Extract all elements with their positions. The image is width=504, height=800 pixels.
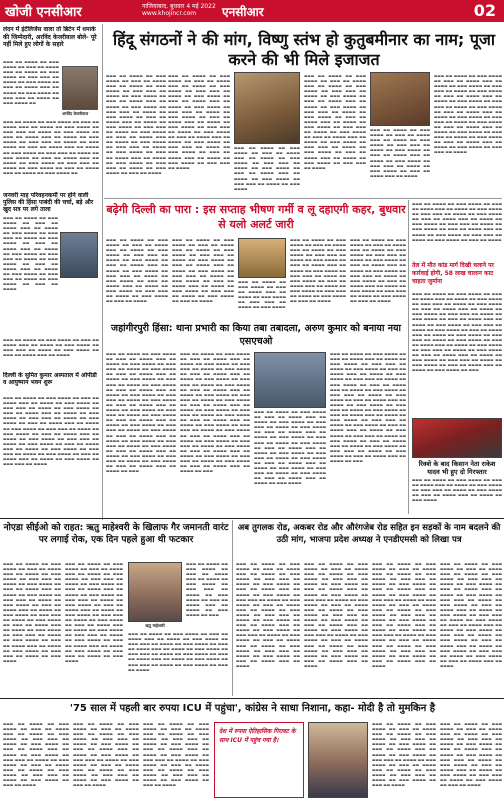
bus-photo — [412, 418, 502, 458]
weather-headline: बढ़ेगी दिल्ली का पारा : इस सप्ताह भीषण गर्मी व लू दहाएगी कहर, बुधवार से यलो अलर्ट जारी — [106, 203, 406, 231]
bottom-col-1: ▬▬▬ ▬▬ ▬▬▬▬ ▬▬ ▬▬▬ ▬▬▬▬ ▬▬ ▬▬▬ ▬▬ ▬▬▬▬ ▬▬▬ ▬▬ ▬▬▬▬ ▬▬ ▬▬▬ ▬▬▬▬ ▬▬ ▬▬▬ ▬▬▬ ▬▬ ▬▬▬▬ ▬▬ ▬▬▬ ▬▬▬▬ ▬▬ ▬▬▬ ▬▬ ▬▬▬▬ ▬▬▬ ▬▬ ▬▬▬▬ ▬▬ ▬▬▬ ▬▬▬▬ ▬▬ ▬▬▬ ▬▬▬ ▬▬ ▬▬▬▬ ▬▬ ▬▬▬ ▬▬▬▬ ▬▬ ▬▬▬ ▬▬ ▬▬▬▬ ▬▬▬ ▬▬ ▬▬▬▬ ▬▬ ▬▬▬ ▬▬▬▬ ▬▬ ▬▬▬ ▬▬▬ ▬▬ ▬▬▬▬ ▬▬ ▬▬▬ ▬▬▬▬ ▬▬ ▬▬▬ ▬▬ ▬▬▬▬ — [3, 722, 69, 788]
weather-col-4: ▬▬▬ ▬▬ ▬▬▬▬ ▬▬ ▬▬▬ ▬▬▬▬ ▬▬ ▬▬▬ ▬▬ ▬▬▬▬ ▬▬▬ ▬▬ ▬▬▬▬ ▬▬ ▬▬▬ ▬▬▬▬ ▬▬ ▬▬▬ ▬▬▬ ▬▬ ▬▬▬▬ ▬▬ ▬▬▬ ▬▬▬▬ ▬▬ ▬▬▬ ▬▬ ▬▬▬▬ ▬▬▬ ▬▬ ▬▬▬▬ ▬▬ ▬▬▬ ▬▬▬▬ ▬▬ ▬▬▬ ▬▬▬ ▬▬ ▬▬▬▬ ▬▬ ▬▬▬ ▬▬▬▬ ▬▬ ▬▬▬ ▬▬ ▬▬▬▬ ▬▬▬ ▬▬ ▬▬▬▬ ▬▬ ▬▬▬ ▬▬▬▬ ▬▬ ▬▬▬ ▬▬▬ ▬▬ ▬▬▬▬ ▬▬ ▬▬▬ ▬▬▬▬ ▬▬ ▬▬▬ ▬▬ ▬▬▬▬ — [290, 238, 346, 304]
noida-col-4: ▬▬▬ ▬▬ ▬▬▬▬ ▬▬ ▬▬▬ ▬▬▬▬ ▬▬ ▬▬▬ ▬▬ ▬▬▬▬ ▬▬▬ ▬▬ ▬▬▬▬ ▬▬ ▬▬▬ ▬▬▬▬ ▬▬ ▬▬▬ ▬▬▬ ▬▬ ▬▬▬▬ ▬▬ ▬▬▬ ▬▬▬▬ ▬▬ ▬▬▬ ▬▬ ▬▬▬▬ ▬▬▬ ▬▬ ▬▬▬▬ ▬▬ ▬▬▬ ▬▬▬▬ ▬▬ ▬▬▬ — [186, 562, 228, 617]
sidebar-body-text: ▬▬▬ ▬▬ ▬▬▬▬ ▬▬ ▬▬▬ ▬▬▬▬ ▬▬ ▬▬▬ ▬▬ ▬▬▬▬ ▬▬▬ ▬▬ ▬▬▬▬ ▬▬ ▬▬▬ ▬▬▬▬ ▬▬ ▬▬▬ ▬▬▬ ▬▬ ▬▬▬▬ ▬▬ ▬▬▬ ▬▬▬▬ ▬▬ ▬▬▬ ▬▬ ▬▬▬▬ ▬▬▬ ▬▬ ▬▬▬▬ ▬▬ ▬▬▬ ▬▬▬▬ ▬▬ ▬▬▬ ▬▬▬ ▬▬ ▬▬▬▬ ▬▬ ▬▬▬ ▬▬▬▬ ▬▬ — [3, 60, 59, 105]
roads-col-4: ▬▬▬ ▬▬ ▬▬▬▬ ▬▬ ▬▬▬ ▬▬▬▬ ▬▬ ▬▬▬ ▬▬ ▬▬▬▬ ▬▬▬ ▬▬ ▬▬▬▬ ▬▬ ▬▬▬ ▬▬▬▬ ▬▬ ▬▬▬ ▬▬▬ ▬▬ ▬▬▬▬ ▬▬ ▬▬▬ ▬▬▬▬ ▬▬ ▬▬▬ ▬▬ ▬▬▬▬ ▬▬▬ ▬▬ ▬▬▬▬ ▬▬ ▬▬▬ ▬▬▬▬ ▬▬ ▬▬▬ ▬▬▬ ▬▬ ▬▬▬▬ ▬▬ ▬▬▬ ▬▬▬▬ ▬▬ ▬▬▬ ▬▬ ▬▬▬▬ ▬▬▬ ▬▬ ▬▬▬▬ ▬▬ ▬▬▬ ▬▬▬▬ ▬▬ ▬▬▬ ▬▬▬ ▬▬ ▬▬▬▬ ▬▬ ▬▬▬ ▬▬▬▬ ▬▬ ▬▬▬ ▬▬ ▬▬▬▬ ▬▬▬ ▬▬ ▬▬▬▬ ▬▬ ▬▬▬ ▬▬▬▬ ▬▬ ▬▬▬ ▬▬▬ ▬▬ ▬▬▬▬ ▬▬ ▬▬▬ ▬▬▬▬ ▬▬ ▬▬▬ ▬▬ ▬▬▬▬ ▬▬▬ ▬▬ ▬▬▬▬ ▬▬ ▬▬▬ ▬▬▬▬ ▬▬ ▬▬▬ ▬▬▬ ▬▬ ▬▬▬▬ ▬▬ ▬▬▬ ▬▬▬▬ ▬▬ ▬▬▬ ▬▬ ▬▬▬▬ ▬▬▬ ▬▬ ▬▬▬▬ — [440, 562, 502, 668]
main-story-col-6: ▬▬▬ ▬▬ ▬▬▬▬ ▬▬ ▬▬▬ ▬▬▬▬ ▬▬ ▬▬▬ ▬▬ ▬▬▬▬ ▬▬▬ ▬▬ ▬▬▬▬ ▬▬ ▬▬▬ ▬▬▬▬ ▬▬ ▬▬▬ ▬▬▬ ▬▬ ▬▬▬▬ ▬▬ ▬▬▬ ▬▬▬▬ ▬▬ ▬▬▬ ▬▬ ▬▬▬▬ ▬▬▬ ▬▬ ▬▬▬▬ ▬▬ ▬▬▬ ▬▬▬▬ ▬▬ ▬▬▬ ▬▬▬ ▬▬ ▬▬▬▬ ▬▬ ▬▬▬ ▬▬▬▬ ▬▬ ▬▬▬ ▬▬ ▬▬▬▬ ▬▬▬ ▬▬ ▬▬▬▬ ▬▬ ▬▬▬ ▬▬▬▬ ▬▬ ▬▬▬ ▬▬▬ ▬▬ ▬▬▬▬ ▬▬ ▬▬▬ ▬▬▬▬ ▬▬ ▬▬▬ ▬▬ ▬▬▬▬ ▬▬▬ ▬▬ ▬▬▬▬ ▬▬ ▬▬▬ ▬▬▬▬ ▬▬ ▬▬▬ ▬▬▬ ▬▬ ▬▬▬▬ ▬▬ ▬▬▬ ▬▬▬▬ ▬▬ ▬▬▬ ▬▬ ▬▬▬▬ ▬▬▬ ▬▬ ▬▬▬▬ ▬▬ ▬▬▬ ▬▬▬▬ ▬▬ ▬▬▬ ▬▬▬ ▬▬ ▬▬▬▬ — [434, 74, 502, 155]
bottom-col-3: ▬▬▬ ▬▬ ▬▬▬▬ ▬▬ ▬▬▬ ▬▬▬▬ ▬▬ ▬▬▬ ▬▬ ▬▬▬▬ ▬▬▬ ▬▬ ▬▬▬▬ ▬▬ ▬▬▬ ▬▬▬▬ ▬▬ ▬▬▬ ▬▬▬ ▬▬ ▬▬▬▬ ▬▬ ▬▬▬ ▬▬▬▬ ▬▬ ▬▬▬ ▬▬ ▬▬▬▬ ▬▬▬ ▬▬ ▬▬▬▬ ▬▬ ▬▬▬ ▬▬▬▬ ▬▬ ▬▬▬ ▬▬▬ ▬▬ ▬▬▬▬ ▬▬ ▬▬▬ ▬▬▬▬ ▬▬ ▬▬▬ ▬▬ ▬▬▬▬ ▬▬▬ ▬▬ ▬▬▬▬ ▬▬ ▬▬▬ ▬▬▬▬ ▬▬ ▬▬▬ ▬▬▬ ▬▬ ▬▬▬▬ ▬▬ ▬▬▬ ▬▬▬▬ ▬▬ ▬▬▬ ▬▬ ▬▬▬▬ — [143, 722, 209, 788]
section-divider-1 — [0, 518, 504, 519]
crime-headline: जहांगीरपुरी हिंसा: थाना प्रभारी का किया तबा तबादला, अरुण कुमार को बनाया नया एसएचओ — [111, 323, 401, 347]
section-rule — [104, 198, 502, 199]
sidebar-body-text-5: ▬▬▬ ▬▬ ▬▬▬▬ ▬▬ ▬▬▬ ▬▬▬▬ ▬▬ ▬▬▬ ▬▬ ▬▬▬▬ ▬▬▬ ▬▬ ▬▬▬▬ ▬▬ ▬▬▬ ▬▬▬▬ ▬▬ ▬▬▬ ▬▬▬ ▬▬ ▬▬▬▬ ▬▬ ▬▬▬ ▬▬▬▬ ▬▬ ▬▬▬ ▬▬ ▬▬▬▬ ▬▬▬ ▬▬ ▬▬▬▬ ▬▬ ▬▬▬ ▬▬▬▬ ▬▬ ▬▬▬ ▬▬▬ ▬▬ ▬▬▬▬ ▬▬ ▬▬▬ ▬▬▬▬ ▬▬ ▬▬▬ ▬▬ ▬▬▬▬ ▬▬▬ ▬▬ ▬▬▬▬ ▬▬ ▬▬▬ ▬▬▬▬ ▬▬ ▬▬▬ ▬▬▬ ▬▬ ▬▬▬▬ ▬▬ ▬▬▬ ▬▬▬▬ ▬▬ ▬▬▬ ▬▬ ▬▬▬▬ ▬▬▬ ▬▬ ▬▬▬▬ ▬▬ ▬▬▬ ▬▬▬▬ ▬▬ ▬▬▬ ▬▬▬ ▬▬ ▬▬▬▬ ▬▬ ▬▬▬ ▬▬▬▬ ▬▬ ▬▬▬ ▬▬ ▬▬▬▬ ▬▬▬ ▬▬ ▬▬▬▬ ▬▬ ▬▬▬ ▬▬▬▬ ▬▬ ▬▬▬ ▬▬▬ ▬▬ ▬▬▬▬ ▬▬ ▬▬▬ ▬▬▬▬ ▬▬ ▬▬▬ ▬▬ ▬▬▬▬ ▬▬▬ ▬▬ ▬▬▬▬ ▬▬ ▬▬▬ ▬▬▬▬ ▬▬ ▬▬▬ ▬▬▬ ▬▬ ▬▬▬▬ — [3, 396, 99, 467]
ritu-maheshwari-photo — [128, 562, 182, 622]
sidebar-headline: लंदन में इंटेलिजेंस वाला तो ब्रिटेन में धमाके की जिम्मेदारी, अरविंद केजरीवाल बोले- पूरे नहीं मिले हुए लोगों के सहारे — [3, 26, 97, 48]
main-story-col-4: ▬▬▬ ▬▬ ▬▬▬▬ ▬▬ ▬▬▬ ▬▬▬▬ ▬▬ ▬▬▬ ▬▬ ▬▬▬▬ ▬▬▬ ▬▬ ▬▬▬▬ ▬▬ ▬▬▬ ▬▬▬▬ ▬▬ ▬▬▬ ▬▬▬ ▬▬ ▬▬▬▬ ▬▬ ▬▬▬ ▬▬▬▬ ▬▬ ▬▬▬ ▬▬ ▬▬▬▬ ▬▬▬ ▬▬ ▬▬▬▬ ▬▬ ▬▬▬ ▬▬▬▬ ▬▬ ▬▬▬ ▬▬▬ ▬▬ ▬▬▬▬ ▬▬ ▬▬▬ ▬▬▬▬ ▬▬ ▬▬▬ ▬▬ ▬▬▬▬ ▬▬▬ ▬▬ ▬▬▬▬ ▬▬ ▬▬▬ ▬▬▬▬ ▬▬ ▬▬▬ ▬▬▬ ▬▬ ▬▬▬▬ ▬▬ ▬▬▬ ▬▬▬▬ ▬▬ ▬▬▬ ▬▬ ▬▬▬▬ ▬▬▬ ▬▬ ▬▬▬▬ ▬▬ ▬▬▬ ▬▬▬▬ ▬▬ ▬▬▬ ▬▬▬ ▬▬ ▬▬▬▬ ▬▬ ▬▬▬ ▬▬▬▬ ▬▬ ▬▬▬ ▬▬ ▬▬▬▬ ▬▬▬ ▬▬ ▬▬▬▬ ▬▬ ▬▬▬ ▬▬▬▬ ▬▬ ▬▬▬ ▬▬▬ ▬▬ ▬▬▬▬ — [304, 74, 366, 170]
right-col-text-3: ▬▬▬ ▬▬ ▬▬▬▬ ▬▬ ▬▬▬ ▬▬▬▬ ▬▬ ▬▬▬ ▬▬ ▬▬▬▬ ▬▬▬ ▬▬ ▬▬▬▬ ▬▬ ▬▬▬ ▬▬▬▬ ▬▬ ▬▬▬ ▬▬▬ ▬▬ ▬▬▬▬ ▬▬ ▬▬▬ ▬▬▬▬ ▬▬ ▬▬▬ ▬▬ ▬▬▬▬ ▬▬▬ ▬▬ ▬▬▬▬ ▬▬ ▬▬▬ ▬▬▬▬ — [412, 478, 502, 503]
page-number: 02 — [473, 1, 496, 20]
quote-box: देश में रुपया ऐतिहासिक गिरावट के साथ ICU में पहुंच गया है। — [214, 722, 304, 798]
right-headline: तेल में मौत कांड मार्ग दिखी चलाने पर कार्रवाई होगी, 58 लाख चालान काट चाहता जुर्माना — [412, 262, 494, 285]
rickshaw-headline: रिक्शे के बाद किसान नेता राकेश यादव भी हुए दो गिरफ्तार — [418, 460, 496, 476]
kejriwal-photo — [62, 66, 98, 110]
noida-col-1: ▬▬▬ ▬▬ ▬▬▬▬ ▬▬ ▬▬▬ ▬▬▬▬ ▬▬ ▬▬▬ ▬▬ ▬▬▬▬ ▬▬▬ ▬▬ ▬▬▬▬ ▬▬ ▬▬▬ ▬▬▬▬ ▬▬ ▬▬▬ ▬▬▬ ▬▬ ▬▬▬▬ ▬▬ ▬▬▬ ▬▬▬▬ ▬▬ ▬▬▬ ▬▬ ▬▬▬▬ ▬▬▬ ▬▬ ▬▬▬▬ ▬▬ ▬▬▬ ▬▬▬▬ ▬▬ ▬▬▬ ▬▬▬ ▬▬ ▬▬▬▬ ▬▬ ▬▬▬ ▬▬▬▬ ▬▬ ▬▬▬ ▬▬ ▬▬▬▬ ▬▬▬ ▬▬ ▬▬▬▬ ▬▬ ▬▬▬ ▬▬▬▬ ▬▬ ▬▬▬ ▬▬▬ ▬▬ ▬▬▬▬ ▬▬ ▬▬▬ ▬▬▬▬ ▬▬ ▬▬▬ ▬▬ ▬▬▬▬ ▬▬▬ ▬▬ ▬▬▬▬ ▬▬ ▬▬▬ ▬▬▬▬ ▬▬ ▬▬▬ ▬▬▬ ▬▬ ▬▬▬▬ ▬▬ ▬▬▬ ▬▬▬▬ ▬▬ ▬▬▬ ▬▬ ▬▬▬▬ ▬▬▬ ▬▬ ▬▬▬▬ ▬▬ ▬▬▬ ▬▬▬▬ ▬▬ ▬▬▬ ▬▬▬ ▬▬ ▬▬▬▬ ▬▬ ▬▬▬ ▬▬▬▬ — [3, 562, 61, 663]
roads-col-3: ▬▬▬ ▬▬ ▬▬▬▬ ▬▬ ▬▬▬ ▬▬▬▬ ▬▬ ▬▬▬ ▬▬ ▬▬▬▬ ▬▬▬ ▬▬ ▬▬▬▬ ▬▬ ▬▬▬ ▬▬▬▬ ▬▬ ▬▬▬ ▬▬▬ ▬▬ ▬▬▬▬ ▬▬ ▬▬▬ ▬▬▬▬ ▬▬ ▬▬▬ ▬▬ ▬▬▬▬ ▬▬▬ ▬▬ ▬▬▬▬ ▬▬ ▬▬▬ ▬▬▬▬ ▬▬ ▬▬▬ ▬▬▬ ▬▬ ▬▬▬▬ ▬▬ ▬▬▬ ▬▬▬▬ ▬▬ ▬▬▬ ▬▬ ▬▬▬▬ ▬▬▬ ▬▬ ▬▬▬▬ ▬▬ ▬▬▬ ▬▬▬▬ ▬▬ ▬▬▬ ▬▬▬ ▬▬ ▬▬▬▬ ▬▬ ▬▬▬ ▬▬▬▬ ▬▬ ▬▬▬ ▬▬ ▬▬▬▬ ▬▬▬ ▬▬ ▬▬▬▬ ▬▬ ▬▬▬ ▬▬▬▬ ▬▬ ▬▬▬ ▬▬▬ ▬▬ ▬▬▬▬ ▬▬ ▬▬▬ ▬▬▬▬ ▬▬ ▬▬▬ ▬▬ ▬▬▬▬ ▬▬▬ ▬▬ ▬▬▬▬ ▬▬ ▬▬▬ ▬▬▬▬ ▬▬ ▬▬▬ ▬▬▬ ▬▬ ▬▬▬▬ ▬▬ ▬▬▬ ▬▬▬▬ ▬▬ ▬▬▬ ▬▬ ▬▬▬▬ ▬▬▬ ▬▬ ▬▬▬▬ — [372, 562, 436, 668]
heat-photo — [238, 238, 286, 278]
main-headline: हिंदू संगठनों ने की मांग, विष्णु स्तंभ हो कुतुबमीनार का नाम; पूजा करने की भी मिले इजाजत — [112, 30, 495, 69]
bottom-col-5: ▬▬▬ ▬▬ ▬▬▬▬ ▬▬ ▬▬▬ ▬▬▬▬ ▬▬ ▬▬▬ ▬▬ ▬▬▬▬ ▬▬▬ ▬▬ ▬▬▬▬ ▬▬ ▬▬▬ ▬▬▬▬ ▬▬ ▬▬▬ ▬▬▬ ▬▬ ▬▬▬▬ ▬▬ ▬▬▬ ▬▬▬▬ ▬▬ ▬▬▬ ▬▬ ▬▬▬▬ ▬▬▬ ▬▬ ▬▬▬▬ ▬▬ ▬▬▬ ▬▬▬▬ ▬▬ ▬▬▬ ▬▬▬ ▬▬ ▬▬▬▬ ▬▬ ▬▬▬ ▬▬▬▬ ▬▬ ▬▬▬ ▬▬ ▬▬▬▬ ▬▬▬ ▬▬ ▬▬▬▬ ▬▬ ▬▬▬ ▬▬▬▬ ▬▬ ▬▬▬ ▬▬▬ ▬▬ ▬▬▬▬ ▬▬ ▬▬▬ ▬▬▬▬ ▬▬ ▬▬▬ ▬▬ ▬▬▬▬ — [440, 722, 502, 788]
bottom-headline: '75 साल में पहली बार रुपया ICU में पहुंचा', कांग्रेस ने साधा निशाना, कहा- मोदी है तो मुमकिन है — [69, 703, 436, 714]
main-story-col-2: ▬▬▬ ▬▬ ▬▬▬▬ ▬▬ ▬▬▬ ▬▬▬▬ ▬▬ ▬▬▬ ▬▬ ▬▬▬▬ ▬▬▬ ▬▬ ▬▬▬▬ ▬▬ ▬▬▬ ▬▬▬▬ ▬▬ ▬▬▬ ▬▬▬ ▬▬ ▬▬▬▬ ▬▬ ▬▬▬ ▬▬▬▬ ▬▬ ▬▬▬ ▬▬ ▬▬▬▬ ▬▬▬ ▬▬ ▬▬▬▬ ▬▬ ▬▬▬ ▬▬▬▬ ▬▬ ▬▬▬ ▬▬▬ ▬▬ ▬▬▬▬ ▬▬ ▬▬▬ ▬▬▬▬ ▬▬ ▬▬▬ ▬▬ ▬▬▬▬ ▬▬▬ ▬▬ ▬▬▬▬ ▬▬ ▬▬▬ ▬▬▬▬ ▬▬ ▬▬▬ ▬▬▬ ▬▬ ▬▬▬▬ ▬▬ ▬▬▬ ▬▬▬▬ ▬▬ ▬▬▬ ▬▬ ▬▬▬▬ ▬▬▬ ▬▬ ▬▬▬▬ ▬▬ ▬▬▬ ▬▬▬▬ ▬▬ ▬▬▬ ▬▬▬ ▬▬ ▬▬▬▬ ▬▬ ▬▬▬ ▬▬▬▬ ▬▬ ▬▬▬ ▬▬ ▬▬▬▬ ▬▬▬ ▬▬ ▬▬▬▬ ▬▬ ▬▬▬ ▬▬▬▬ ▬▬ ▬▬▬ ▬▬▬ ▬▬ ▬▬▬▬ — [168, 74, 230, 170]
police-photo — [254, 352, 326, 408]
weather-col-5: ▬▬▬ ▬▬ ▬▬▬▬ ▬▬ ▬▬▬ ▬▬▬▬ ▬▬ ▬▬▬ ▬▬ ▬▬▬▬ ▬▬▬ ▬▬ ▬▬▬▬ ▬▬ ▬▬▬ ▬▬▬▬ ▬▬ ▬▬▬ ▬▬▬ ▬▬ ▬▬▬▬ ▬▬ ▬▬▬ ▬▬▬▬ ▬▬ ▬▬▬ ▬▬ ▬▬▬▬ ▬▬▬ ▬▬ ▬▬▬▬ ▬▬ ▬▬▬ ▬▬▬▬ ▬▬ ▬▬▬ ▬▬▬ ▬▬ ▬▬▬▬ ▬▬ ▬▬▬ ▬▬▬▬ ▬▬ ▬▬▬ ▬▬ ▬▬▬▬ ▬▬▬ ▬▬ ▬▬▬▬ ▬▬ ▬▬▬ ▬▬▬▬ ▬▬ ▬▬▬ ▬▬▬ ▬▬ ▬▬▬▬ ▬▬ ▬▬▬ ▬▬▬▬ ▬▬ ▬▬▬ ▬▬ ▬▬▬▬ — [350, 238, 406, 304]
crime-col-4: ▬▬▬ ▬▬ ▬▬▬▬ ▬▬ ▬▬▬ ▬▬▬▬ ▬▬ ▬▬▬ ▬▬ ▬▬▬▬ ▬▬▬ ▬▬ ▬▬▬▬ ▬▬ ▬▬▬ ▬▬▬▬ ▬▬ ▬▬▬ ▬▬▬ ▬▬ ▬▬▬▬ ▬▬ ▬▬▬ ▬▬▬▬ ▬▬ ▬▬▬ ▬▬ ▬▬▬▬ ▬▬▬ ▬▬ ▬▬▬▬ ▬▬ ▬▬▬ ▬▬▬▬ ▬▬ ▬▬▬ ▬▬▬ ▬▬ ▬▬▬▬ ▬▬ ▬▬▬ ▬▬▬▬ ▬▬ ▬▬▬ ▬▬ ▬▬▬▬ ▬▬▬ ▬▬ ▬▬▬▬ ▬▬ ▬▬▬ ▬▬▬▬ ▬▬ ▬▬▬ ▬▬▬ ▬▬ ▬▬▬▬ ▬▬ ▬▬▬ ▬▬▬▬ ▬▬ ▬▬▬ ▬▬ ▬▬▬▬ ▬▬▬ ▬▬ ▬▬▬▬ ▬▬ ▬▬▬ ▬▬▬▬ ▬▬ ▬▬▬ ▬▬▬ ▬▬ ▬▬▬▬ ▬▬ ▬▬▬ ▬▬▬▬ ▬▬ ▬▬▬ ▬▬ ▬▬▬▬ ▬▬▬ ▬▬ ▬▬▬▬ ▬▬ ▬▬▬ ▬▬▬▬ ▬▬ ▬▬▬ ▬▬▬ ▬▬ ▬▬▬▬ ▬▬ ▬▬▬ ▬▬▬▬ ▬▬ ▬▬▬ ▬▬ ▬▬▬▬ ▬▬▬ ▬▬ ▬▬▬▬ ▬▬ ▬▬▬ ▬▬▬▬ ▬▬ ▬▬▬ ▬▬▬ ▬▬ ▬▬▬▬ ▬▬ ▬▬▬ ▬▬▬▬ ▬▬ ▬▬▬ ▬▬ ▬▬▬▬ ▬▬▬ ▬▬ ▬▬▬▬ ▬▬ ▬▬▬ ▬▬▬▬ ▬▬ ▬▬▬ ▬▬▬ ▬▬ ▬▬▬▬ ▬▬ ▬▬▬ ▬▬▬▬ ▬▬ ▬▬▬ ▬▬ ▬▬▬▬ ▬▬▬ ▬▬ ▬▬▬▬ ▬▬ ▬▬▬ — [330, 352, 406, 463]
noida-col-3: ▬▬▬ ▬▬ ▬▬▬▬ ▬▬ ▬▬▬ ▬▬▬▬ ▬▬ ▬▬▬ ▬▬ ▬▬▬▬ ▬▬▬ ▬▬ ▬▬▬▬ ▬▬ ▬▬▬ ▬▬▬▬ ▬▬ ▬▬▬ ▬▬▬ ▬▬ ▬▬▬▬ ▬▬ ▬▬▬ ▬▬▬▬ ▬▬ ▬▬▬ ▬▬ ▬▬▬▬ ▬▬▬ ▬▬ ▬▬▬▬ ▬▬ ▬▬▬ ▬▬▬▬ ▬▬ ▬▬▬ ▬▬▬ ▬▬ ▬▬▬▬ ▬▬ ▬▬▬ ▬▬▬▬ ▬▬ ▬▬▬ ▬▬ ▬▬▬▬ ▬▬▬ ▬▬ ▬▬▬▬ ▬▬ ▬▬▬ ▬▬▬▬ ▬▬ ▬▬▬ ▬▬▬ ▬▬ ▬▬▬▬ ▬▬ ▬▬▬ ▬▬▬▬ ▬▬ ▬▬▬ ▬▬ ▬▬▬▬ — [128, 632, 228, 672]
crime-col-3: ▬▬▬ ▬▬ ▬▬▬▬ ▬▬ ▬▬▬ ▬▬▬▬ ▬▬ ▬▬▬ ▬▬ ▬▬▬▬ ▬▬▬ ▬▬ ▬▬▬▬ ▬▬ ▬▬▬ ▬▬▬▬ ▬▬ ▬▬▬ ▬▬▬ ▬▬ ▬▬▬▬ ▬▬ ▬▬▬ ▬▬▬▬ ▬▬ ▬▬▬ ▬▬ ▬▬▬▬ ▬▬▬ ▬▬ ▬▬▬▬ ▬▬ ▬▬▬ ▬▬▬▬ ▬▬ ▬▬▬ ▬▬▬ ▬▬ ▬▬▬▬ ▬▬ ▬▬▬ ▬▬▬▬ ▬▬ ▬▬▬ ▬▬ ▬▬▬▬ ▬▬▬ ▬▬ ▬▬▬▬ ▬▬ ▬▬▬ ▬▬▬▬ ▬▬ ▬▬▬ ▬▬▬ ▬▬ ▬▬▬▬ ▬▬ ▬▬▬ ▬▬▬▬ ▬▬ ▬▬▬ ▬▬ ▬▬▬▬ ▬▬▬ ▬▬ ▬▬▬▬ ▬▬ ▬▬▬ ▬▬▬▬ ▬▬ ▬▬▬ ▬▬▬ ▬▬ ▬▬▬▬ ▬▬ ▬▬▬ ▬▬▬▬ ▬▬ ▬▬▬ ▬▬ ▬▬▬▬ ▬▬▬ ▬▬ ▬▬▬▬ ▬▬ ▬▬▬ ▬▬▬▬ — [254, 410, 326, 486]
weather-col-2: ▬▬▬ ▬▬ ▬▬▬▬ ▬▬ ▬▬▬ ▬▬▬▬ ▬▬ ▬▬▬ ▬▬ ▬▬▬▬ ▬▬▬ ▬▬ ▬▬▬▬ ▬▬ ▬▬▬ ▬▬▬▬ ▬▬ ▬▬▬ ▬▬▬ ▬▬ ▬▬▬▬ ▬▬ ▬▬▬ ▬▬▬▬ ▬▬ ▬▬▬ ▬▬ ▬▬▬▬ ▬▬▬ ▬▬ ▬▬▬▬ ▬▬ ▬▬▬ ▬▬▬▬ ▬▬ ▬▬▬ ▬▬▬ ▬▬ ▬▬▬▬ ▬▬ ▬▬▬ ▬▬▬▬ ▬▬ ▬▬▬ ▬▬ ▬▬▬▬ ▬▬▬ ▬▬ ▬▬▬▬ ▬▬ ▬▬▬ ▬▬▬▬ ▬▬ ▬▬▬ ▬▬▬ ▬▬ ▬▬▬▬ ▬▬ ▬▬▬ ▬▬▬▬ ▬▬ ▬▬▬ ▬▬ ▬▬▬▬ — [172, 238, 234, 304]
qutub-minar-photo — [234, 72, 300, 144]
sidebar-body-text-3: ▬▬▬ ▬▬ ▬▬▬▬ ▬▬ ▬▬▬ ▬▬▬▬ ▬▬ ▬▬▬ ▬▬ ▬▬▬▬ ▬▬▬ ▬▬ ▬▬▬▬ ▬▬ ▬▬▬ ▬▬▬▬ ▬▬ ▬▬▬ ▬▬▬ ▬▬ ▬▬▬▬ ▬▬ ▬▬▬ ▬▬▬▬ ▬▬ ▬▬▬ ▬▬ ▬▬▬▬ ▬▬▬ ▬▬ ▬▬▬▬ ▬▬ ▬▬▬ ▬▬▬▬ ▬▬ ▬▬▬ ▬▬▬ ▬▬ ▬▬▬▬ ▬▬ ▬▬▬ ▬▬▬▬ ▬▬ ▬▬▬ ▬▬ ▬▬▬▬ ▬▬▬ ▬▬ ▬▬▬▬ ▬▬ ▬▬▬ ▬▬▬▬ ▬▬ ▬▬▬ ▬▬▬ ▬▬ ▬▬▬▬ ▬▬ ▬▬▬ ▬▬▬▬ ▬▬ ▬▬▬ ▬▬ ▬▬▬▬ — [3, 216, 58, 292]
main-story-col-5: ▬▬▬ ▬▬ ▬▬▬▬ ▬▬ ▬▬▬ ▬▬▬▬ ▬▬ ▬▬▬ ▬▬ ▬▬▬▬ ▬▬▬ ▬▬ ▬▬▬▬ ▬▬ ▬▬▬ ▬▬▬▬ ▬▬ ▬▬▬ ▬▬▬ ▬▬ ▬▬▬▬ ▬▬ ▬▬▬ ▬▬▬▬ ▬▬ ▬▬▬ ▬▬ ▬▬▬▬ ▬▬▬ ▬▬ ▬▬▬▬ ▬▬ ▬▬▬ ▬▬▬▬ ▬▬ ▬▬▬ ▬▬▬ ▬▬ ▬▬▬▬ ▬▬ ▬▬▬ ▬▬▬▬ ▬▬ ▬▬▬ ▬▬ ▬▬▬▬ ▬▬▬ ▬▬ ▬▬▬▬ — [370, 128, 430, 178]
dateline: गाजियाबाद, बुधवार 4 मई 2022 www.khojincr.com — [142, 3, 216, 17]
kejriwal-photo-caption: अरविंद केजरीवाल — [62, 111, 89, 116]
section-title: एनसीआर — [222, 5, 264, 19]
weather-col-1: ▬▬▬ ▬▬ ▬▬▬▬ ▬▬ ▬▬▬ ▬▬▬▬ ▬▬ ▬▬▬ ▬▬ ▬▬▬▬ ▬▬▬ ▬▬ ▬▬▬▬ ▬▬ ▬▬▬ ▬▬▬▬ ▬▬ ▬▬▬ ▬▬▬ ▬▬ ▬▬▬▬ ▬▬ ▬▬▬ ▬▬▬▬ ▬▬ ▬▬▬ ▬▬ ▬▬▬▬ ▬▬▬ ▬▬ ▬▬▬▬ ▬▬ ▬▬▬ ▬▬▬▬ ▬▬ ▬▬▬ ▬▬▬ ▬▬ ▬▬▬▬ ▬▬ ▬▬▬ ▬▬▬▬ ▬▬ ▬▬▬ ▬▬ ▬▬▬▬ ▬▬▬ ▬▬ ▬▬▬▬ ▬▬ ▬▬▬ ▬▬▬▬ ▬▬ ▬▬▬ ▬▬▬ ▬▬ ▬▬▬▬ ▬▬ ▬▬▬ ▬▬▬▬ ▬▬ ▬▬▬ ▬▬ ▬▬▬▬ — [106, 238, 168, 304]
crime-col-2: ▬▬▬ ▬▬ ▬▬▬▬ ▬▬ ▬▬▬ ▬▬▬▬ ▬▬ ▬▬▬ ▬▬ ▬▬▬▬ ▬▬▬ ▬▬ ▬▬▬▬ ▬▬ ▬▬▬ ▬▬▬▬ ▬▬ ▬▬▬ ▬▬▬ ▬▬ ▬▬▬▬ ▬▬ ▬▬▬ ▬▬▬▬ ▬▬ ▬▬▬ ▬▬ ▬▬▬▬ ▬▬▬ ▬▬ ▬▬▬▬ ▬▬ ▬▬▬ ▬▬▬▬ ▬▬ ▬▬▬ ▬▬▬ ▬▬ ▬▬▬▬ ▬▬ ▬▬▬ ▬▬▬▬ ▬▬ ▬▬▬ ▬▬ ▬▬▬▬ ▬▬▬ ▬▬ ▬▬▬▬ ▬▬ ▬▬▬ ▬▬▬▬ ▬▬ ▬▬▬ ▬▬▬ ▬▬ ▬▬▬▬ ▬▬ ▬▬▬ ▬▬▬▬ ▬▬ ▬▬▬ ▬▬ ▬▬▬▬ ▬▬▬ ▬▬ ▬▬▬▬ ▬▬ ▬▬▬ ▬▬▬▬ ▬▬ ▬▬▬ ▬▬▬ ▬▬ ▬▬▬▬ ▬▬ ▬▬▬ ▬▬▬▬ ▬▬ ▬▬▬ ▬▬ ▬▬▬▬ ▬▬▬ ▬▬ ▬▬▬▬ ▬▬ ▬▬▬ ▬▬▬▬ ▬▬ ▬▬▬ ▬▬▬ ▬▬ ▬▬▬▬ ▬▬ ▬▬▬ ▬▬▬▬ ▬▬ ▬▬▬ ▬▬ ▬▬▬▬ ▬▬▬ ▬▬ ▬▬▬▬ ▬▬ ▬▬▬ ▬▬▬▬ ▬▬ ▬▬▬ ▬▬▬ ▬▬ ▬▬▬▬ ▬▬ ▬▬▬ ▬▬▬▬ ▬▬ ▬▬▬ ▬▬ ▬▬▬▬ ▬▬▬ ▬▬ ▬▬▬▬ ▬▬ ▬▬▬ ▬▬▬▬ ▬▬ ▬▬▬ ▬▬▬ ▬▬ ▬▬▬▬ ▬▬ ▬▬▬ ▬▬▬▬ ▬▬ ▬▬▬ ▬▬ ▬▬▬▬ ▬▬▬ ▬▬ ▬▬▬▬ ▬▬ ▬▬▬ — [180, 352, 250, 474]
right-col-text-2: ▬▬▬ ▬▬ ▬▬▬▬ ▬▬ ▬▬▬ ▬▬▬▬ ▬▬ ▬▬▬ ▬▬ ▬▬▬▬ ▬▬▬ ▬▬ ▬▬▬▬ ▬▬ ▬▬▬ ▬▬▬▬ ▬▬ ▬▬▬ ▬▬▬ ▬▬ ▬▬▬▬ ▬▬ ▬▬▬ ▬▬▬▬ ▬▬ ▬▬▬ ▬▬ ▬▬▬▬ ▬▬▬ ▬▬ ▬▬▬▬ ▬▬ ▬▬▬ ▬▬▬▬ ▬▬ ▬▬▬ ▬▬▬ ▬▬ ▬▬▬▬ ▬▬ ▬▬▬ ▬▬▬▬ ▬▬ ▬▬▬ ▬▬ ▬▬▬▬ ▬▬▬ ▬▬ ▬▬▬▬ ▬▬ ▬▬▬ ▬▬▬▬ ▬▬ ▬▬▬ ▬▬▬ ▬▬ ▬▬▬▬ ▬▬ ▬▬▬ ▬▬▬▬ ▬▬ ▬▬▬ ▬▬ ▬▬▬▬ ▬▬▬ ▬▬ ▬▬▬▬ ▬▬ ▬▬▬ ▬▬▬▬ ▬▬ ▬▬▬ ▬▬▬ ▬▬ ▬▬▬▬ ▬▬ ▬▬▬ ▬▬▬▬ ▬▬ ▬▬▬ ▬▬ ▬▬▬▬ ▬▬▬ ▬▬ ▬▬▬▬ ▬▬ ▬▬▬ ▬▬▬▬ ▬▬ ▬▬▬ ▬▬▬ ▬▬ ▬▬▬▬ ▬▬ ▬▬▬ ▬▬▬▬ ▬▬ ▬▬▬ ▬▬ ▬▬▬▬ ▬▬▬ ▬▬ ▬▬▬▬ ▬▬ ▬▬▬ ▬▬▬▬ ▬▬ ▬▬▬ ▬▬▬ ▬▬ ▬▬▬▬ ▬▬ ▬▬▬ ▬▬▬▬ ▬▬ ▬▬▬ ▬▬ ▬▬▬▬ ▬▬▬ ▬▬ ▬▬▬▬ ▬▬ ▬▬▬ ▬▬▬▬ ▬▬ ▬▬▬ — [412, 292, 502, 373]
weather-col-3: ▬▬▬ ▬▬ ▬▬▬▬ ▬▬ ▬▬▬ ▬▬▬▬ ▬▬ ▬▬▬ ▬▬ ▬▬▬▬ ▬▬▬ ▬▬ ▬▬▬▬ ▬▬ ▬▬▬ ▬▬▬▬ ▬▬ ▬▬▬ ▬▬▬ ▬▬ ▬▬▬▬ ▬▬ ▬▬▬ ▬▬▬▬ — [238, 280, 286, 310]
sidebar-headline-3: दिल्ली के सुमित कुमार अस्पताल में ओपीडी व आयुष्मान भवन शुरू — [3, 372, 97, 386]
bottom-col-4: ▬▬▬ ▬▬ ▬▬▬▬ ▬▬ ▬▬▬ ▬▬▬▬ ▬▬ ▬▬▬ ▬▬ ▬▬▬▬ ▬▬▬ ▬▬ ▬▬▬▬ ▬▬ ▬▬▬ ▬▬▬▬ ▬▬ ▬▬▬ ▬▬▬ ▬▬ ▬▬▬▬ ▬▬ ▬▬▬ ▬▬▬▬ ▬▬ ▬▬▬ ▬▬ ▬▬▬▬ ▬▬▬ ▬▬ ▬▬▬▬ ▬▬ ▬▬▬ ▬▬▬▬ ▬▬ ▬▬▬ ▬▬▬ ▬▬ ▬▬▬▬ ▬▬ ▬▬▬ ▬▬▬▬ ▬▬ ▬▬▬ ▬▬ ▬▬▬▬ ▬▬▬ ▬▬ ▬▬▬▬ ▬▬ ▬▬▬ ▬▬▬▬ ▬▬ ▬▬▬ ▬▬▬ ▬▬ ▬▬▬▬ ▬▬ ▬▬▬ ▬▬▬▬ ▬▬ ▬▬▬ ▬▬ ▬▬▬▬ — [372, 722, 436, 788]
sidebar-body-text-2: ▬▬▬ ▬▬ ▬▬▬▬ ▬▬ ▬▬▬ ▬▬▬▬ ▬▬ ▬▬▬ ▬▬ ▬▬▬▬ ▬▬▬ ▬▬ ▬▬▬▬ ▬▬ ▬▬▬ ▬▬▬▬ ▬▬ ▬▬▬ ▬▬▬ ▬▬ ▬▬▬▬ ▬▬ ▬▬▬ ▬▬▬▬ ▬▬ ▬▬▬ ▬▬ ▬▬▬▬ ▬▬▬ ▬▬ ▬▬▬▬ ▬▬ ▬▬▬ ▬▬▬▬ ▬▬ ▬▬▬ ▬▬▬ ▬▬ ▬▬▬▬ ▬▬ ▬▬▬ ▬▬▬▬ ▬▬ ▬▬▬ ▬▬ ▬▬▬▬ ▬▬▬ ▬▬ ▬▬▬▬ ▬▬ ▬▬▬ ▬▬▬▬ ▬▬ ▬▬▬ ▬▬▬ ▬▬ ▬▬▬▬ ▬▬ ▬▬▬ ▬▬▬▬ ▬▬ ▬▬▬ ▬▬ ▬▬▬▬ ▬▬▬ ▬▬ ▬▬▬▬ ▬▬ ▬▬▬ ▬▬▬▬ ▬▬ ▬▬▬ ▬▬▬ ▬▬ ▬▬▬▬ ▬▬ ▬▬▬ ▬▬▬▬ ▬▬ ▬▬▬ ▬▬ ▬▬▬▬ ▬▬▬ ▬▬ ▬▬▬▬ ▬▬ ▬▬▬ ▬▬▬▬ ▬▬ — [3, 120, 99, 175]
main-story-col-1: ▬▬▬ ▬▬ ▬▬▬▬ ▬▬ ▬▬▬ ▬▬▬▬ ▬▬ ▬▬▬ ▬▬ ▬▬▬▬ ▬▬▬ ▬▬ ▬▬▬▬ ▬▬ ▬▬▬ ▬▬▬▬ ▬▬ ▬▬▬ ▬▬▬ ▬▬ ▬▬▬▬ ▬▬ ▬▬▬ ▬▬▬▬ ▬▬ ▬▬▬ ▬▬ ▬▬▬▬ ▬▬▬ ▬▬ ▬▬▬▬ ▬▬ ▬▬▬ ▬▬▬▬ ▬▬ ▬▬▬ ▬▬▬ ▬▬ ▬▬▬▬ ▬▬ ▬▬▬ ▬▬▬▬ ▬▬ ▬▬▬ ▬▬ ▬▬▬▬ ▬▬▬ ▬▬ ▬▬▬▬ ▬▬ ▬▬▬ ▬▬▬▬ ▬▬ ▬▬▬ ▬▬▬ ▬▬ ▬▬▬▬ ▬▬ ▬▬▬ ▬▬▬▬ ▬▬ ▬▬▬ ▬▬ ▬▬▬▬ ▬▬▬ ▬▬ ▬▬▬▬ ▬▬ ▬▬▬ ▬▬▬▬ ▬▬ ▬▬▬ ▬▬▬ ▬▬ ▬▬▬▬ ▬▬ ▬▬▬ ▬▬▬▬ ▬▬ ▬▬▬ ▬▬ ▬▬▬▬ ▬▬▬ ▬▬ ▬▬▬▬ ▬▬ ▬▬▬ ▬▬▬▬ ▬▬ ▬▬▬ ▬▬▬ ▬▬ ▬▬▬▬ ▬▬ ▬▬▬ ▬▬▬▬ ▬▬ ▬▬▬ ▬▬ ▬▬▬▬ — [106, 74, 166, 175]
roads-headline: अब तुगलक रोड, अकबर रोड और औरंगजेब रोड सहित इन सड़कों के नाम बदलने की उठी मांग, भाजपा प्रदेश अध्यक्ष ने एनडीएमसी को लिखा पत्र — [237, 523, 501, 545]
ritu-maheshwari-caption: ऋतु माहेश्वरी — [145, 623, 165, 628]
roads-col-2: ▬▬▬ ▬▬ ▬▬▬▬ ▬▬ ▬▬▬ ▬▬▬▬ ▬▬ ▬▬▬ ▬▬ ▬▬▬▬ ▬▬▬ ▬▬ ▬▬▬▬ ▬▬ ▬▬▬ ▬▬▬▬ ▬▬ ▬▬▬ ▬▬▬ ▬▬ ▬▬▬▬ ▬▬ ▬▬▬ ▬▬▬▬ ▬▬ ▬▬▬ ▬▬ ▬▬▬▬ ▬▬▬ ▬▬ ▬▬▬▬ ▬▬ ▬▬▬ ▬▬▬▬ ▬▬ ▬▬▬ ▬▬▬ ▬▬ ▬▬▬▬ ▬▬ ▬▬▬ ▬▬▬▬ ▬▬ ▬▬▬ ▬▬ ▬▬▬▬ ▬▬▬ ▬▬ ▬▬▬▬ ▬▬ ▬▬▬ ▬▬▬▬ ▬▬ ▬▬▬ ▬▬▬ ▬▬ ▬▬▬▬ ▬▬ ▬▬▬ ▬▬▬▬ ▬▬ ▬▬▬ ▬▬ ▬▬▬▬ ▬▬▬ ▬▬ ▬▬▬▬ ▬▬ ▬▬▬ ▬▬▬▬ ▬▬ ▬▬▬ ▬▬▬ ▬▬ ▬▬▬▬ ▬▬ ▬▬▬ ▬▬▬▬ ▬▬ ▬▬▬ ▬▬ ▬▬▬▬ ▬▬▬ ▬▬ ▬▬▬▬ ▬▬ ▬▬▬ ▬▬▬▬ ▬▬ ▬▬▬ ▬▬▬ ▬▬ ▬▬▬▬ ▬▬ ▬▬▬ ▬▬▬▬ ▬▬ ▬▬▬ ▬▬ ▬▬▬▬ ▬▬▬ ▬▬ ▬▬▬▬ — [304, 562, 368, 668]
column-rule — [102, 24, 103, 520]
roads-col-1: ▬▬▬ ▬▬ ▬▬▬▬ ▬▬ ▬▬▬ ▬▬▬▬ ▬▬ ▬▬▬ ▬▬ ▬▬▬▬ ▬▬▬ ▬▬ ▬▬▬▬ ▬▬ ▬▬▬ ▬▬▬▬ ▬▬ ▬▬▬ ▬▬▬ ▬▬ ▬▬▬▬ ▬▬ ▬▬▬ ▬▬▬▬ ▬▬ ▬▬▬ ▬▬ ▬▬▬▬ ▬▬▬ ▬▬ ▬▬▬▬ ▬▬ ▬▬▬ ▬▬▬▬ ▬▬ ▬▬▬ ▬▬▬ ▬▬ ▬▬▬▬ ▬▬ ▬▬▬ ▬▬▬▬ ▬▬ ▬▬▬ ▬▬ ▬▬▬▬ ▬▬▬ ▬▬ ▬▬▬▬ ▬▬ ▬▬▬ ▬▬▬▬ ▬▬ ▬▬▬ ▬▬▬ ▬▬ ▬▬▬▬ ▬▬ ▬▬▬ ▬▬▬▬ ▬▬ ▬▬▬ ▬▬ ▬▬▬▬ ▬▬▬ ▬▬ ▬▬▬▬ ▬▬ ▬▬▬ ▬▬▬▬ ▬▬ ▬▬▬ ▬▬▬ ▬▬ ▬▬▬▬ ▬▬ ▬▬▬ ▬▬▬▬ ▬▬ ▬▬▬ ▬▬ ▬▬▬▬ ▬▬▬ ▬▬ ▬▬▬▬ ▬▬ ▬▬▬ ▬▬▬▬ ▬▬ ▬▬▬ ▬▬▬ ▬▬ ▬▬▬▬ ▬▬ ▬▬▬ ▬▬▬▬ ▬▬ ▬▬▬ ▬▬ ▬▬▬▬ ▬▬▬ ▬▬ ▬▬▬▬ — [236, 562, 300, 668]
right-col-text-1: ▬▬▬ ▬▬ ▬▬▬▬ ▬▬ ▬▬▬ ▬▬▬▬ ▬▬ ▬▬▬ ▬▬ ▬▬▬▬ ▬▬▬ ▬▬ ▬▬▬▬ ▬▬ ▬▬▬ ▬▬▬▬ ▬▬ ▬▬▬ ▬▬▬ ▬▬ ▬▬▬▬ ▬▬ ▬▬▬ ▬▬▬▬ ▬▬ ▬▬▬ ▬▬ ▬▬▬▬ ▬▬▬ ▬▬ ▬▬▬▬ ▬▬ ▬▬▬ ▬▬▬▬ ▬▬ ▬▬▬ ▬▬▬ ▬▬ ▬▬▬▬ ▬▬ ▬▬▬ ▬▬▬▬ ▬▬ ▬▬▬ ▬▬ ▬▬▬▬ ▬▬▬ ▬▬ ▬▬▬▬ ▬▬ ▬▬▬ ▬▬▬▬ ▬▬ ▬▬▬ ▬▬▬ ▬▬ ▬▬▬▬ ▬▬ ▬▬▬ ▬▬▬▬ ▬▬ ▬▬▬ ▬▬ ▬▬▬▬ — [412, 202, 502, 242]
main-story-col-3: ▬▬▬ ▬▬ ▬▬▬▬ ▬▬ ▬▬▬ ▬▬▬▬ ▬▬ ▬▬▬ ▬▬ ▬▬▬▬ ▬▬▬ ▬▬ ▬▬▬▬ ▬▬ ▬▬▬ ▬▬▬▬ ▬▬ ▬▬▬ ▬▬▬ ▬▬ ▬▬▬▬ ▬▬ ▬▬▬ ▬▬▬▬ ▬▬ ▬▬▬ ▬▬ ▬▬▬▬ ▬▬▬ ▬▬ ▬▬▬▬ ▬▬ ▬▬▬ ▬▬▬▬ ▬▬ ▬▬▬ ▬▬▬ ▬▬ ▬▬▬▬ ▬▬ ▬▬▬ ▬▬▬▬ — [234, 146, 300, 191]
sidebar-body-text-4: ▬▬▬ ▬▬ ▬▬▬▬ ▬▬ ▬▬▬ ▬▬▬▬ ▬▬ ▬▬▬ ▬▬ ▬▬▬▬ ▬▬▬ ▬▬ ▬▬▬▬ ▬▬ ▬▬▬ ▬▬▬▬ ▬▬ ▬▬▬ ▬▬▬ ▬▬ ▬▬▬▬ ▬▬ ▬▬▬ ▬▬▬▬ ▬▬ ▬▬▬ ▬▬ ▬▬▬▬ ▬▬▬ ▬▬ ▬▬▬▬ — [3, 338, 99, 358]
newspaper-logo: खोजी एनसीआर — [5, 5, 82, 20]
column-rule-bottom — [232, 520, 233, 696]
section-divider-2 — [0, 698, 504, 699]
column-rule-right — [408, 200, 409, 514]
protest-photo — [370, 72, 430, 126]
surjewala-photo — [308, 722, 368, 798]
noida-headline: नोएडा सीईओ को राहत: ऋतु माहेश्वरी के खिलाफ गैर जमानती वारंट पर लगाई रोक, एक दिन पहले हुआ थी फटकार — [3, 523, 229, 545]
sidebar-headline-2: जनवरी माह परिवहनकर्मी पर होने वाली पुलिस की हिंसा पाबंदी की चर्चा, बड़े और खुद सत्र पर लगे ताला — [3, 192, 94, 213]
masthead — [0, 0, 504, 22]
bottom-col-2: ▬▬▬ ▬▬ ▬▬▬▬ ▬▬ ▬▬▬ ▬▬▬▬ ▬▬ ▬▬▬ ▬▬ ▬▬▬▬ ▬▬▬ ▬▬ ▬▬▬▬ ▬▬ ▬▬▬ ▬▬▬▬ ▬▬ ▬▬▬ ▬▬▬ ▬▬ ▬▬▬▬ ▬▬ ▬▬▬ ▬▬▬▬ ▬▬ ▬▬▬ ▬▬ ▬▬▬▬ ▬▬▬ ▬▬ ▬▬▬▬ ▬▬ ▬▬▬ ▬▬▬▬ ▬▬ ▬▬▬ ▬▬▬ ▬▬ ▬▬▬▬ ▬▬ ▬▬▬ ▬▬▬▬ ▬▬ ▬▬▬ ▬▬ ▬▬▬▬ ▬▬▬ ▬▬ ▬▬▬▬ ▬▬ ▬▬▬ ▬▬▬▬ ▬▬ ▬▬▬ ▬▬▬ ▬▬ ▬▬▬▬ ▬▬ ▬▬▬ ▬▬▬▬ ▬▬ ▬▬▬ ▬▬ ▬▬▬▬ — [73, 722, 139, 788]
crime-col-1: ▬▬▬ ▬▬ ▬▬▬▬ ▬▬ ▬▬▬ ▬▬▬▬ ▬▬ ▬▬▬ ▬▬ ▬▬▬▬ ▬▬▬ ▬▬ ▬▬▬▬ ▬▬ ▬▬▬ ▬▬▬▬ ▬▬ ▬▬▬ ▬▬▬ ▬▬ ▬▬▬▬ ▬▬ ▬▬▬ ▬▬▬▬ ▬▬ ▬▬▬ ▬▬ ▬▬▬▬ ▬▬▬ ▬▬ ▬▬▬▬ ▬▬ ▬▬▬ ▬▬▬▬ ▬▬ ▬▬▬ ▬▬▬ ▬▬ ▬▬▬▬ ▬▬ ▬▬▬ ▬▬▬▬ ▬▬ ▬▬▬ ▬▬ ▬▬▬▬ ▬▬▬ ▬▬ ▬▬▬▬ ▬▬ ▬▬▬ ▬▬▬▬ ▬▬ ▬▬▬ ▬▬▬ ▬▬ ▬▬▬▬ ▬▬ ▬▬▬ ▬▬▬▬ ▬▬ ▬▬▬ ▬▬ ▬▬▬▬ ▬▬▬ ▬▬ ▬▬▬▬ ▬▬ ▬▬▬ ▬▬▬▬ ▬▬ ▬▬▬ ▬▬▬ ▬▬ ▬▬▬▬ ▬▬ ▬▬▬ ▬▬▬▬ ▬▬ ▬▬▬ ▬▬ ▬▬▬▬ ▬▬▬ ▬▬ ▬▬▬▬ ▬▬ ▬▬▬ ▬▬▬▬ ▬▬ ▬▬▬ ▬▬▬ ▬▬ ▬▬▬▬ ▬▬ ▬▬▬ ▬▬▬▬ ▬▬ ▬▬▬ ▬▬ ▬▬▬▬ ▬▬▬ ▬▬ ▬▬▬▬ ▬▬ ▬▬▬ ▬▬▬▬ ▬▬ ▬▬▬ ▬▬▬ ▬▬ ▬▬▬▬ ▬▬ ▬▬▬ ▬▬▬▬ ▬▬ ▬▬▬ ▬▬ ▬▬▬▬ ▬▬▬ ▬▬ ▬▬▬▬ ▬▬ ▬▬▬ ▬▬▬▬ ▬▬ ▬▬▬ ▬▬▬ ▬▬ ▬▬▬▬ ▬▬ ▬▬▬ ▬▬▬▬ ▬▬ ▬▬▬ ▬▬ ▬▬▬▬ ▬▬▬ ▬▬ ▬▬▬▬ ▬▬ ▬▬▬ — [106, 352, 176, 474]
official-photo — [60, 232, 98, 278]
noida-col-2: ▬▬▬ ▬▬ ▬▬▬▬ ▬▬ ▬▬▬ ▬▬▬▬ ▬▬ ▬▬▬ ▬▬ ▬▬▬▬ ▬▬▬ ▬▬ ▬▬▬▬ ▬▬ ▬▬▬ ▬▬▬▬ ▬▬ ▬▬▬ ▬▬▬ ▬▬ ▬▬▬▬ ▬▬ ▬▬▬ ▬▬▬▬ ▬▬ ▬▬▬ ▬▬ ▬▬▬▬ ▬▬▬ ▬▬ ▬▬▬▬ ▬▬ ▬▬▬ ▬▬▬▬ ▬▬ ▬▬▬ ▬▬▬ ▬▬ ▬▬▬▬ ▬▬ ▬▬▬ ▬▬▬▬ ▬▬ ▬▬▬ ▬▬ ▬▬▬▬ ▬▬▬ ▬▬ ▬▬▬▬ ▬▬ ▬▬▬ ▬▬▬▬ ▬▬ ▬▬▬ ▬▬▬ ▬▬ ▬▬▬▬ ▬▬ ▬▬▬ ▬▬▬▬ ▬▬ ▬▬▬ ▬▬ ▬▬▬▬ ▬▬▬ ▬▬ ▬▬▬▬ ▬▬ ▬▬▬ ▬▬▬▬ ▬▬ ▬▬▬ ▬▬▬ ▬▬ ▬▬▬▬ ▬▬ ▬▬▬ ▬▬▬▬ ▬▬ ▬▬▬ ▬▬ ▬▬▬▬ ▬▬▬ ▬▬ ▬▬▬▬ ▬▬ ▬▬▬ ▬▬▬▬ ▬▬ ▬▬▬ ▬▬▬ ▬▬ ▬▬▬▬ ▬▬ ▬▬▬ ▬▬▬▬ — [65, 562, 123, 663]
